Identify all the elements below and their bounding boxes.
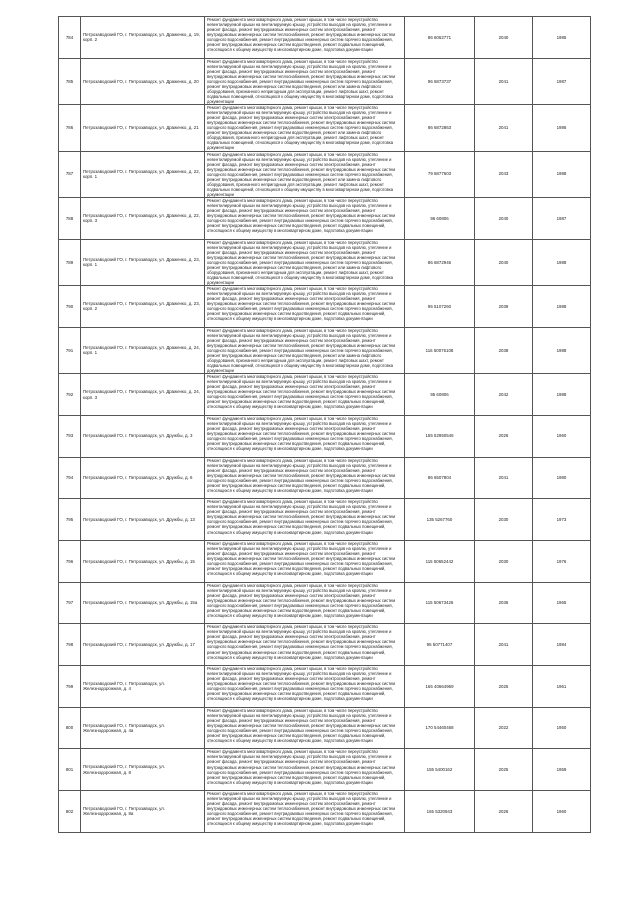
planned-year-cell: 2025 — [475, 749, 533, 791]
amount-cell: 96 6873737 — [405, 58, 475, 104]
planned-year-cell: 2041 — [475, 457, 533, 499]
work-types-cell: Ремонт фундамента многоквартирного дома, ремонт крыши, в том числе переустройство невентилируемой крыши на вентилируемую крышу, устройство выходов на кровлю, утепление и ремонт фасада, ремонт внутридомовых инженерных систем электроснабжения, ремонт внутридомовых инженерных систем теплоснабжения, ремонт внутридомовых инженерных систем холодного водоснабжения, ремонт внутридомовых инженерных систем горячего водоснабжения, ремонт внутридомовых инженерных систем водоотведения, ремонт подвальных помещений, относящихся к общему имуществу в многоквартирном доме, подготовка документации — [205, 374, 405, 416]
table-row — [59, 499, 591, 541]
built-year-cell: 1985 — [533, 17, 591, 59]
table-row — [59, 239, 591, 285]
built-year-cell: 1976 — [533, 540, 591, 582]
table-row — [59, 665, 591, 707]
address-cell: Петрозаводский ГО, г. Петрозаводск, ул. Драженко, д. 24, корп. 3 — [81, 374, 205, 416]
row-number: 802 — [59, 791, 81, 833]
work-types-cell: Ремонт фундамента многоквартирного дома, ремонт крыши, в том числе переустройство невентилируемой крыши на вентилируемую крышу, устройство выходов на кровлю, утепление и ремонт фасада, ремонт внутридомовых инженерных систем электроснабжения, ремонт внутридомовых инженерных систем теплоснабжения, ремонт внутридомовых инженерных систем холодного водоснабжения, ремонт внутридомовых инженерных систем горячего водоснабжения, ремонт внутридомовых инженерных систем водоотведения, ремонт или замена лифтового оборудования, признанного непригодным для эксплуатации, ремонт лифтовых шахт, ремонт подвальных помещений, относящихся к общему имуществу в многоквартирном доме, подготовка документации — [205, 105, 405, 151]
table-row — [59, 374, 591, 416]
built-year-cell: 1988 — [533, 327, 591, 373]
built-year-cell: 1984 — [533, 624, 591, 666]
amount-cell: 86 6062771 — [405, 17, 475, 59]
built-year-cell: 1987 — [533, 197, 591, 239]
table-row — [59, 197, 591, 239]
table-row — [59, 58, 591, 104]
built-year-cell: 1960 — [533, 791, 591, 833]
work-types-cell: Ремонт фундамента многоквартирного дома, ремонт крыши, в том числе переустройство невентилируемой крыши на вентилируемую крышу, устройство выходов на кровлю, утепление и ремонт фасада, ремонт внутридомовых инженерных систем электроснабжения, ремонт внутридомовых инженерных систем теплоснабжения, ремонт внутридомовых инженерных систем холодного водоснабжения, ремонт внутридомовых инженерных систем горячего водоснабжения, ремонт внутридомовых инженерных систем водоотведения, ремонт или замена лифтового оборудования, признанного непригодным для эксплуатации, ремонт лифтовых шахт, ремонт подвальных помещений, относящихся к общему имуществу в многоквартирном доме, подготовка документации — [205, 327, 405, 373]
amount-cell: 165 40664969 — [405, 665, 475, 707]
work-types-cell: Ремонт фундамента многоквартирного дома, ремонт крыши, в том числе переустройство невентилируемой крыши на вентилируемую крышу, устройство выходов на кровлю, утепление и ремонт фасада, ремонт внутридомовых инженерных систем электроснабжения, ремонт внутридомовых инженерных систем теплоснабжения, ремонт внутридомовых инженерных систем холодного водоснабжения, ремонт внутридомовых инженерных систем горячего водоснабжения, ремонт внутридомовых инженерных систем водоотведения, ремонт подвальных помещений, относящихся к общему имуществу в многоквартирном доме, подготовка документации — [205, 17, 405, 59]
table-row — [59, 151, 591, 197]
built-year-cell: 1965 — [533, 582, 591, 624]
row-number: 786 — [59, 105, 81, 151]
address-cell: Петрозаводский ГО, г. Петрозаводск, ул. Драженко, д. 22, корп. 3 — [81, 197, 205, 239]
amount-cell: 170 54460468 — [405, 707, 475, 749]
table-row — [59, 327, 591, 373]
amount-cell: 116 50076108 — [405, 327, 475, 373]
row-number: 798 — [59, 624, 81, 666]
work-types-cell: Ремонт фундамента многоквартирного дома, ремонт крыши, в том числе переустройство невентилируемой крыши на вентилируемую крышу, устройство выходов на кровлю, утепление и ремонт фасада, ремонт внутридомовых инженерных систем электроснабжения, ремонт внутридомовых инженерных систем теплоснабжения, ремонт внутридомовых инженерных систем холодного водоснабжения, ремонт внутридомовых инженерных систем горячего водоснабжения, ремонт внутридомовых инженерных систем водоотведения, ремонт подвальных помещений, относящихся к общему имуществу в многоквартирном доме, подготовка документации — [205, 499, 405, 541]
row-number: 801 — [59, 749, 81, 791]
planned-year-cell: 2042 — [475, 374, 533, 416]
amount-cell: 86 6872863 — [405, 105, 475, 151]
planned-year-cell: 2036 — [475, 582, 533, 624]
address-cell: Петрозаводский ГО, г. Петрозаводск, ул. Железнодорожная, д. 4а — [81, 707, 205, 749]
address-cell: Петрозаводский ГО, г. Петрозаводск, ул. Драженко, д. 23, корп. 2 — [81, 286, 205, 328]
planned-year-cell: 2030 — [475, 499, 533, 541]
planned-year-cell: 2041 — [475, 58, 533, 104]
work-types-cell: Ремонт фундамента многоквартирного дома, ремонт крыши, в том числе переустройство невентилируемой крыши на вентилируемую крышу, устройство выходов на кровлю, утепление и ремонт фасада, ремонт внутридомовых инженерных систем электроснабжения, ремонт внутридомовых инженерных систем теплоснабжения, ремонт внутридомовых инженерных систем холодного водоснабжения, ремонт внутридомовых инженерных систем горячего водоснабжения, ремонт внутридомовых инженерных систем водоотведения, ремонт подвальных помещений, относящихся к общему имуществу в многоквартирном доме, подготовка документации — [205, 286, 405, 328]
table-row — [59, 749, 591, 791]
row-number: 789 — [59, 239, 81, 285]
capital-repair-table — [58, 16, 591, 833]
address-cell: Петрозаводский ГО, г. Петрозаводск, ул. Драженко, д. 23, корп. 1 — [81, 239, 205, 285]
address-cell: Петрозаводский ГО, г. Петрозаводск, ул. Драженко, д. 20 — [81, 58, 205, 104]
built-year-cell: 1988 — [533, 151, 591, 197]
row-number: 785 — [59, 58, 81, 104]
table-row — [59, 582, 591, 624]
address-cell: Петрозаводский ГО, г. Петрозаводск, ул. Драженко, д. 19, корп. 2 — [81, 17, 205, 59]
planned-year-cell: 2039 — [475, 286, 533, 328]
row-number: 790 — [59, 286, 81, 328]
amount-cell: 86 6507804 — [405, 457, 475, 499]
built-year-cell: 1960 — [533, 415, 591, 457]
row-number: 788 — [59, 197, 81, 239]
amount-cell: 79 6877603 — [405, 151, 475, 197]
table-row — [59, 415, 591, 457]
row-number: 787 — [59, 151, 81, 197]
planned-year-cell: 2041 — [475, 105, 533, 151]
built-year-cell: 1987 — [533, 58, 591, 104]
work-types-cell: Ремонт фундамента многоквартирного дома, ремонт крыши, в том числе переустройство невентилируемой крыши на вентилируемую крышу, устройство выходов на кровлю, утепление и ремонт фасада, ремонт внутридомовых инженерных систем электроснабжения, ремонт внутридомовых инженерных систем теплоснабжения, ремонт внутридомовых инженерных систем холодного водоснабжения, ремонт внутридомовых инженерных систем горячего водоснабжения, ремонт внутридомовых инженерных систем водоотведения, ремонт подвальных помещений, относящихся к общему имуществу в многоквартирном доме, подготовка документации — [205, 540, 405, 582]
table-row — [59, 17, 591, 59]
built-year-cell: 1980 — [533, 457, 591, 499]
amount-cell: 155 52950546 — [405, 415, 475, 457]
work-types-cell: Ремонт фундамента многоквартирного дома, ремонт крыши, в том числе переустройство невентилируемой крыши на вентилируемую крышу, устройство выходов на кровлю, утепление и ремонт фасада, ремонт внутридомовых инженерных систем электроснабжения, ремонт внутридомовых инженерных систем теплоснабжения, ремонт внутридомовых инженерных систем холодного водоснабжения, ремонт внутридомовых инженерных систем горячего водоснабжения, ремонт внутридомовых инженерных систем водоотведения, ремонт подвальных помещений, относящихся к общему имуществу в многоквартирном доме, подготовка документации — [205, 665, 405, 707]
built-year-cell: 1950 — [533, 707, 591, 749]
address-cell: Петрозаводский ГО, г. Петрозаводск, ул. Железнодорожная, д. 8а — [81, 791, 205, 833]
amount-cell: 135 5267760 — [405, 499, 475, 541]
work-types-cell: Ремонт фундамента многоквартирного дома, ремонт крыши, в том числе переустройство невентилируемой крыши на вентилируемую крышу, устройство выходов на кровлю, утепление и ремонт фасада, ремонт внутридомовых инженерных систем электроснабжения, ремонт внутридомовых инженерных систем теплоснабжения, ремонт внутридомовых инженерных систем холодного водоснабжения, ремонт внутридомовых инженерных систем горячего водоснабжения, ремонт внутридомовых инженерных систем водоотведения, ремонт или замена лифтового оборудования, признанного непригодным для эксплуатации, ремонт лифтовых шахт, ремонт подвальных помещений, относящихся к общему имуществу в многоквартирном доме, подготовка документации — [205, 58, 405, 104]
table-row — [59, 286, 591, 328]
work-types-cell: Ремонт фундамента многоквартирного дома, ремонт крыши, в том числе переустройство невентилируемой крыши на вентилируемую крышу, устройство выходов на кровлю, утепление и ремонт фасада, ремонт внутридомовых инженерных систем электроснабжения, ремонт внутридомовых инженерных систем теплоснабжения, ремонт внутридомовых инженерных систем холодного водоснабжения, ремонт внутридомовых инженерных систем горячего водоснабжения, ремонт внутридомовых инженерных систем водоотведения, ремонт подвальных помещений, относящихся к общему имуществу в многоквартирном доме, подготовка документации — [205, 624, 405, 666]
planned-year-cell: 2040 — [475, 197, 533, 239]
address-cell: Петрозаводский ГО, г. Петрозаводск, ул. Дружбы, д. 6 — [81, 457, 205, 499]
table-body — [59, 17, 591, 833]
table-row — [59, 105, 591, 151]
planned-year-cell: 2025 — [475, 665, 533, 707]
address-cell: Петрозаводский ГО, г. Петрозаводск, ул. Железнодорожная, д. 8 — [81, 749, 205, 791]
planned-year-cell: 2040 — [475, 17, 533, 59]
row-number: 796 — [59, 540, 81, 582]
address-cell: Петрозаводский ГО, г. Петрозаводск, ул. Дружбы, д. 15а — [81, 582, 205, 624]
planned-year-cell: 2043 — [475, 151, 533, 197]
built-year-cell: 1961 — [533, 665, 591, 707]
planned-year-cell: 2041 — [475, 624, 533, 666]
address-cell: Петрозаводский ГО, г. Петрозаводск, ул. Железнодорожная, д. 4 — [81, 665, 205, 707]
work-types-cell: Ремонт фундамента многоквартирного дома, ремонт крыши, в том числе переустройство невентилируемой крыши на вентилируемую крышу, устройство выходов на кровлю, утепление и ремонт фасада, ремонт внутридомовых инженерных систем электроснабжения, ремонт внутридомовых инженерных систем теплоснабжения, ремонт внутридомовых инженерных систем холодного водоснабжения, ремонт внутридомовых инженерных систем горячего водоснабжения, ремонт внутридомовых инженерных систем водоотведения, ремонт подвальных помещений, относящихся к общему имуществу в многоквартирном доме, подготовка документации — [205, 197, 405, 239]
row-number: 794 — [59, 457, 81, 499]
address-cell: Петрозаводский ГО, г. Петрозаводск, ул. Дружбы, д. 17 — [81, 624, 205, 666]
work-types-cell: Ремонт фундамента многоквартирного дома, ремонт крыши, в том числе переустройство невентилируемой крыши на вентилируемую крышу, устройство выходов на кровлю, утепление и ремонт фасада, ремонт внутридомовых инженерных систем электроснабжения, ремонт внутридомовых инженерных систем теплоснабжения, ремонт внутридомовых инженерных систем холодного водоснабжения, ремонт внутридомовых инженерных систем горячего водоснабжения, ремонт внутридомовых инженерных систем водоотведения, ремонт подвальных помещений, относящихся к общему имуществу в многоквартирном доме, подготовка документации — [205, 791, 405, 833]
amount-cell: 95 60806 — [405, 374, 475, 416]
planned-year-cell: 2026 — [475, 791, 533, 833]
row-number: 799 — [59, 665, 81, 707]
table-row — [59, 540, 591, 582]
address-cell: Петрозаводский ГО, г. Петрозаводск, ул. Драженко, д. 21 — [81, 105, 205, 151]
row-number: 797 — [59, 582, 81, 624]
amount-cell: 165 5320943 — [405, 791, 475, 833]
work-types-cell: Ремонт фундамента многоквартирного дома, ремонт крыши, в том числе переустройство невентилируемой крыши на вентилируемую крышу, устройство выходов на кровлю, утепление и ремонт фасада, ремонт внутридомовых инженерных систем электроснабжения, ремонт внутридомовых инженерных систем теплоснабжения, ремонт внутридомовых инженерных систем холодного водоснабжения, ремонт внутридомовых инженерных систем горячего водоснабжения, ремонт внутридомовых инженерных систем водоотведения, ремонт подвальных помещений, относящихся к общему имуществу в многоквартирном доме, подготовка документации — [205, 707, 405, 749]
address-cell: Петрозаводский ГО, г. Петрозаводск, ул. Дружбы, д. 15 — [81, 540, 205, 582]
row-number: 793 — [59, 415, 81, 457]
table-row — [59, 707, 591, 749]
built-year-cell: 1959 — [533, 749, 591, 791]
built-year-cell: 1986 — [533, 105, 591, 151]
address-cell: Петрозаводский ГО, г. Петрозаводск, ул. Дружбы, д. 3 — [81, 415, 205, 457]
planned-year-cell: 2030 — [475, 540, 533, 582]
table-row — [59, 457, 591, 499]
document-page — [58, 16, 590, 833]
work-types-cell: Ремонт фундамента многоквартирного дома, ремонт крыши, в том числе переустройство невентилируемой крыши на вентилируемую крышу, устройство выходов на кровлю, утепление и ремонт фасада, ремонт внутридомовых инженерных систем электроснабжения, ремонт внутридомовых инженерных систем теплоснабжения, ремонт внутридомовых инженерных систем холодного водоснабжения, ремонт внутридомовых инженерных систем горячего водоснабжения, ремонт внутридомовых инженерных систем водоотведения, ремонт или замена лифтового оборудования, признанного непригодным для эксплуатации, ремонт лифтовых шахт, ремонт подвальных помещений, относящихся к общему имуществу в многоквартирном доме, подготовка документации — [205, 239, 405, 285]
row-number: 800 — [59, 707, 81, 749]
amount-cell: 115 50673426 — [405, 582, 475, 624]
amount-cell: 155 5400162 — [405, 749, 475, 791]
address-cell: Петрозаводский ГО, г. Петрозаводск, ул. Драженко, д. 22, корп. 1 — [81, 151, 205, 197]
work-types-cell: Ремонт фундамента многоквартирного дома, ремонт крыши, в том числе переустройство невентилируемой крыши на вентилируемую крышу, устройство выходов на кровлю, утепление и ремонт фасада, ремонт внутридомовых инженерных систем электроснабжения, ремонт внутридомовых инженерных систем теплоснабжения, ремонт внутридомовых инженерных систем холодного водоснабжения, ремонт внутридомовых инженерных систем горячего водоснабжения, ремонт внутридомовых инженерных систем водоотведения, ремонт подвальных помещений, относящихся к общему имуществу в многоквартирном доме, подготовка документации — [205, 415, 405, 457]
row-number: 791 — [59, 327, 81, 373]
planned-year-cell: 2022 — [475, 707, 533, 749]
table-row — [59, 624, 591, 666]
amount-cell: 95 50771407 — [405, 624, 475, 666]
planned-year-cell: 2040 — [475, 239, 533, 285]
address-cell: Петрозаводский ГО, г. Петрозаводск, ул. Драженко, д. 24, корп. 1 — [81, 327, 205, 373]
built-year-cell: 1973 — [533, 499, 591, 541]
work-types-cell: Ремонт фундамента многоквартирного дома, ремонт крыши, в том числе переустройство невентилируемой крыши на вентилируемую крышу, устройство выходов на кровлю, утепление и ремонт фасада, ремонт внутридомовых инженерных систем электроснабжения, ремонт внутридомовых инженерных систем теплоснабжения, ремонт внутридомовых инженерных систем холодного водоснабжения, ремонт внутридомовых инженерных систем горячего водоснабжения, ремонт внутридомовых инженерных систем водоотведения, ремонт подвальных помещений, относящихся к общему имуществу в многоквартирном доме, подготовка документации — [205, 582, 405, 624]
work-types-cell: Ремонт фундамента многоквартирного дома, ремонт крыши, в том числе переустройство невентилируемой крыши на вентилируемую крышу, устройство выходов на кровлю, утепление и ремонт фасада, ремонт внутридомовых инженерных систем электроснабжения, ремонт внутридомовых инженерных систем теплоснабжения, ремонт внутридомовых инженерных систем холодного водоснабжения, ремонт внутридомовых инженерных систем горячего водоснабжения, ремонт внутридомовых инженерных систем водоотведения, ремонт подвальных помещений, относящихся к общему имуществу в многоквартирном доме, подготовка документации — [205, 457, 405, 499]
amount-cell: 95 5107260 — [405, 286, 475, 328]
work-types-cell: Ремонт фундамента многоквартирного дома, ремонт крыши, в том числе переустройство невентилируемой крыши на вентилируемую крышу, устройство выходов на кровлю, утепление и ремонт фасада, ремонт внутридомовых инженерных систем электроснабжения, ремонт внутридомовых инженерных систем теплоснабжения, ремонт внутридомовых инженерных систем холодного водоснабжения, ремонт внутридомовых инженерных систем горячего водоснабжения, ремонт внутридомовых инженерных систем водоотведения, ремонт или замена лифтового оборудования, признанного непригодным для эксплуатации, ремонт лифтовых шахт, ремонт подвальных помещений, относящихся к общему имуществу в многоквартирном доме, подготовка документации — [205, 151, 405, 197]
planned-year-cell: 2038 — [475, 327, 533, 373]
row-number: 792 — [59, 374, 81, 416]
address-cell: Петрозаводский ГО, г. Петрозаводск, ул. Дружбы, д. 13 — [81, 499, 205, 541]
built-year-cell: 1988 — [533, 286, 591, 328]
amount-cell: 96 60806 — [405, 197, 475, 239]
row-number: 795 — [59, 499, 81, 541]
amount-cell: 86 6872946 — [405, 239, 475, 285]
amount-cell: 115 50652442 — [405, 540, 475, 582]
table-row — [59, 791, 591, 833]
built-year-cell: 1988 — [533, 239, 591, 285]
built-year-cell: 1988 — [533, 374, 591, 416]
work-types-cell: Ремонт фундамента многоквартирного дома, ремонт крыши, в том числе переустройство невентилируемой крыши на вентилируемую крышу, устройство выходов на кровлю, утепление и ремонт фасада, ремонт внутридомовых инженерных систем электроснабжения, ремонт внутридомовых инженерных систем теплоснабжения, ремонт внутридомовых инженерных систем холодного водоснабжения, ремонт внутридомовых инженерных систем горячего водоснабжения, ремонт внутридомовых инженерных систем водоотведения, ремонт подвальных помещений, относящихся к общему имуществу в многоквартирном доме, подготовка документации — [205, 749, 405, 791]
row-number: 784 — [59, 17, 81, 59]
planned-year-cell: 2026 — [475, 415, 533, 457]
